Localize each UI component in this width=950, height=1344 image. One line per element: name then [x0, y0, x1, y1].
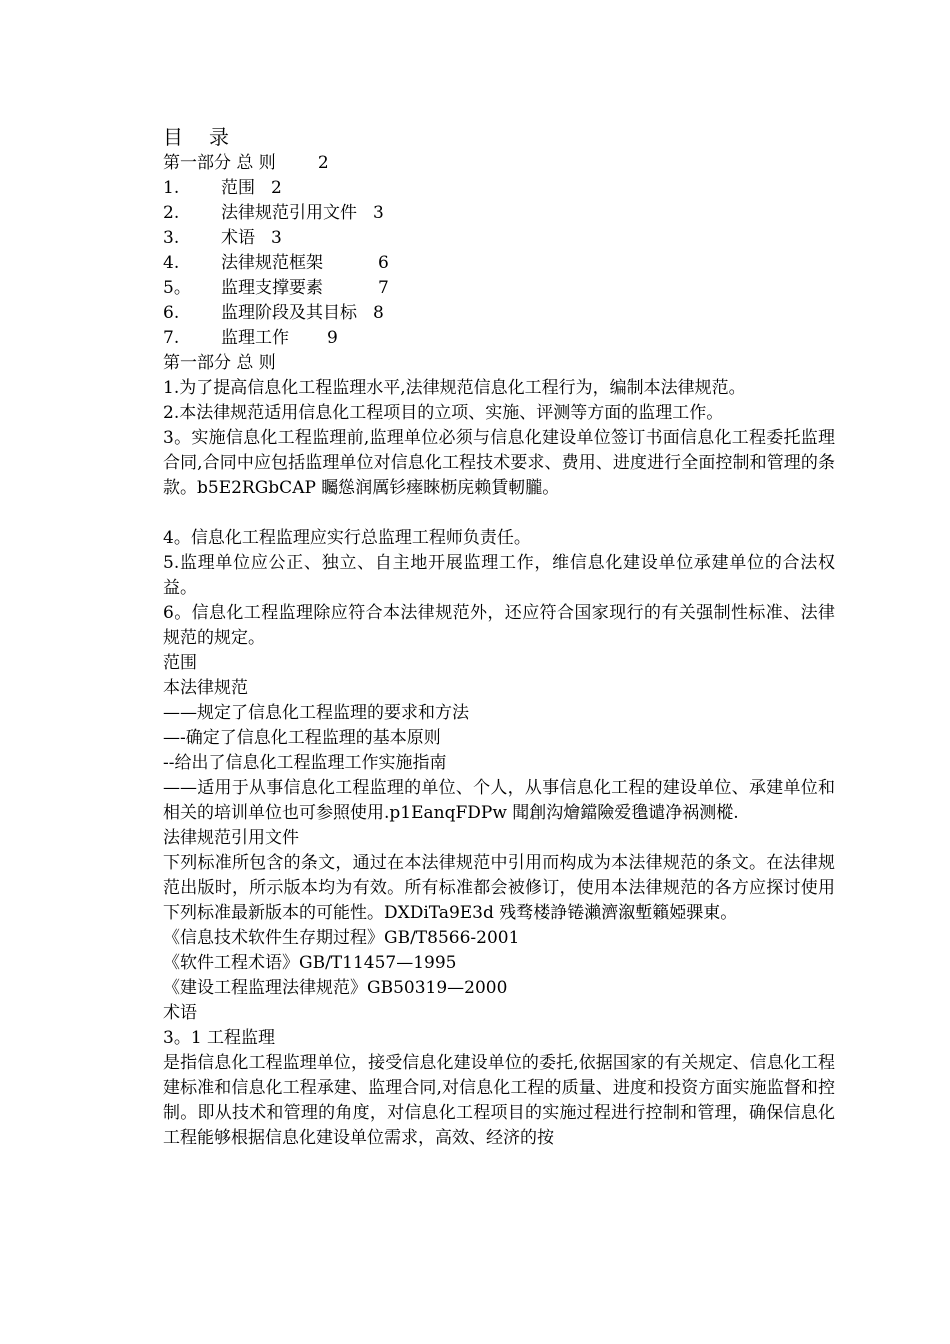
- paragraph-2: 2.本法律规范适用信息化工程项目的立项、实施、评测等方面的监理工作。: [163, 403, 724, 423]
- toc-part1-row[interactable]: [163, 151, 835, 176]
- faint-watermark-line: [163, 501, 835, 526]
- toc-row-6[interactable]: [163, 301, 835, 326]
- toc-num: 4.: [163, 253, 180, 273]
- reference-item-1: 《信息技术软件生存期过程》GB/T8566-2001: [163, 928, 520, 948]
- toc-title-char-1: 目: [163, 125, 183, 149]
- part1-heading: 第一部分 总 则: [163, 353, 276, 373]
- toc-title-char-2: 录: [209, 125, 229, 149]
- toc-row-2[interactable]: [163, 201, 835, 226]
- toc-page: 2: [271, 178, 282, 198]
- toc-num: 7.: [163, 328, 180, 348]
- reference-item-3: 《建设工程监理法律规范》GB50319—2000: [163, 978, 508, 998]
- toc-num: 5。: [163, 278, 191, 298]
- toc-page: 8: [373, 303, 384, 323]
- paragraph-3: 3。实施信息化工程监理前,监理单位必须与信息化建设单位签订书面信息化工程委托监理合同,合同中应包括监理单位对信息化工程技术要求、费用、进度进行全面控制和管理的条款。b5E2RGbCAP 矚慫润厲钐瘗睞枥庑赖賃軔朧。: [163, 428, 835, 498]
- toc-num: 3.: [163, 228, 180, 248]
- references-heading: 法律规范引用文件: [163, 828, 299, 848]
- document-page: [163, 124, 835, 1151]
- toc-num: 2.: [163, 203, 180, 223]
- toc-page: 7: [378, 278, 389, 298]
- paragraph-4: 4。信息化工程监理应实行总监理工程师负责任。: [163, 528, 531, 548]
- toc-label: 监理支撑要素: [221, 278, 323, 298]
- reference-item-2: 《软件工程术语》GB/T11457—1995: [163, 953, 457, 973]
- toc-part1-page: 2: [317, 153, 329, 173]
- references-paragraph: 下列标准所包含的条文，通过在本法律规范中引用而构成为本法律规范的条文。在法律规范出版时，所示版本均为有效。所有标准都会被修订，使用本法律规范的各方应探讨使用下列标准最新版本的可能性。DXDiTa9E3d 残骛楼諍锩瀨濟溆塹籟婭骒東。: [163, 853, 835, 923]
- scope-item-2: —-确定了信息化工程监理的基本原则: [163, 728, 441, 748]
- toc-title: [163, 124, 835, 151]
- scope-intro: 本法律规范: [163, 678, 248, 698]
- toc-label: 术语: [221, 228, 255, 248]
- scope-item-4: ——适用于从事信息化工程监理的单位、个人，从事信息化工程的建设单位、承建单位和相关的培训单位也可参照使用.p1EanqFDPw 聞創沟燴鐺險爱氇谴净祸测樅.: [163, 778, 835, 823]
- paragraph-6: 6。信息化工程监理除应符合本法律规范外，还应符合国家现行的有关强制性标准、法律规范的规定。: [163, 603, 835, 648]
- toc-row-1[interactable]: [163, 176, 835, 201]
- toc-row-7[interactable]: [163, 326, 835, 351]
- toc-num: 1.: [163, 178, 180, 198]
- paragraph-5: 5.监理单位应公正、独立、自主地开展监理工作，维信息化建设单位承建单位的合法权益。: [163, 553, 835, 598]
- toc-row-4[interactable]: [163, 251, 835, 276]
- toc-label: 监理工作: [221, 328, 289, 348]
- paragraph-1: 1.为了提高信息化工程监理水平,法律规范信息化工程行为，编制本法律规范。: [163, 378, 746, 398]
- scope-heading: 范围: [163, 653, 197, 673]
- scope-item-3: --给出了信息化工程监理工作实施指南: [163, 753, 447, 773]
- terms-heading: 术语: [163, 1003, 197, 1023]
- scope-item-1: ——规定了信息化工程监理的要求和方法: [163, 703, 469, 723]
- term-3-1-heading: 3。1 工程监理: [163, 1028, 276, 1048]
- toc-label: 监理阶段及其目标: [221, 303, 357, 323]
- toc-page: 3: [271, 228, 282, 248]
- toc-num: 6.: [163, 303, 180, 323]
- toc-page: 9: [327, 328, 338, 348]
- toc-label: 法律规范框架: [221, 253, 323, 273]
- toc-label: 范围: [221, 178, 255, 198]
- toc-label: 法律规范引用文件: [221, 203, 357, 223]
- toc-row-5[interactable]: [163, 276, 835, 301]
- term-3-1-paragraph: 是指信息化工程监理单位，接受信息化建设单位的委托,依据国家的有关规定、信息化工程建标准和信息化工程承建、监理合同,对信息化工程的质量、进度和投资方面实施监督和控制。即从技术和管理的角度，对信息化工程项目的实施过程进行控制和管理，确保信息化工程能够根据信息化建设单位需求，高效、经济的按: [163, 1053, 835, 1148]
- toc-row-3[interactable]: [163, 226, 835, 251]
- toc-page: 3: [373, 203, 384, 223]
- toc-part1-label: 第一部分 总 则: [163, 153, 276, 173]
- toc-page: 6: [378, 253, 389, 273]
